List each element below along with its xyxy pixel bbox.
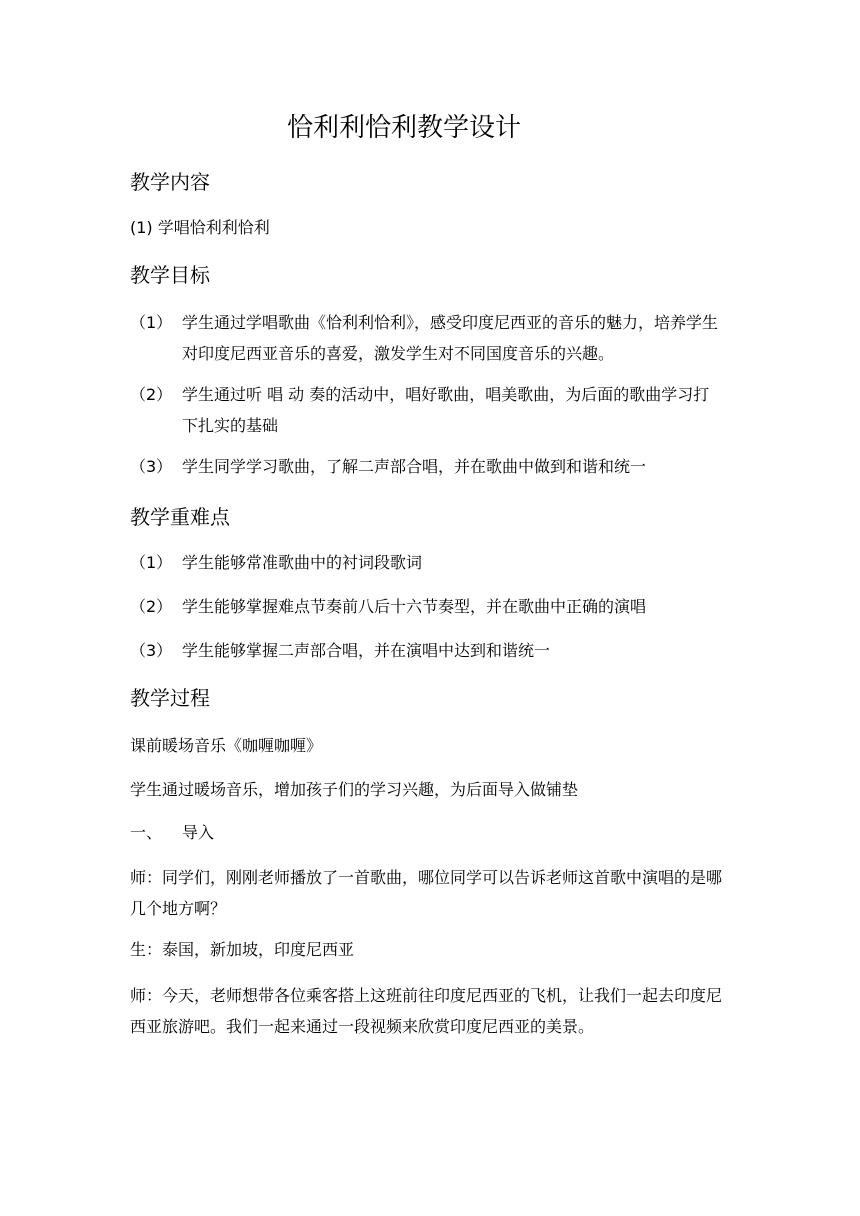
objective-item-3 bbox=[130, 451, 722, 482]
key-point-item-1 bbox=[130, 547, 722, 578]
teacher-line-2: 师：今天，老师想带各位乘客搭上这班前往印度尼西亚的飞机，让我们一起去印度尼西亚旅游吧。我们一起来通过一段视频来欣赏印度尼西亚的美景。 bbox=[130, 986, 723, 1036]
key-point-num: （1） bbox=[130, 553, 173, 572]
objective-item-1 bbox=[130, 307, 722, 369]
student-line-1: 生：泰国，新加坡，印度尼西亚 bbox=[130, 940, 355, 959]
key-point-item-3 bbox=[130, 635, 722, 666]
warmup-line: 课前暖场音乐《咖喱咖喱》 bbox=[130, 736, 323, 755]
warmup-desc: 学生通过暖场音乐，增加孩子们的学习兴趣，为后面导入做铺垫 bbox=[130, 780, 579, 799]
key-point-text: 学生能够掌握难点节奏前八后十六节奏型，并在歌曲中正确的演唱 bbox=[182, 597, 647, 616]
key-point-text: 学生能够常准歌曲中的衬词段歌词 bbox=[182, 553, 423, 572]
key-point-text: 学生能够掌握二声部合唱，并在演唱中达到和谐统一 bbox=[182, 641, 551, 660]
objective-item-2 bbox=[130, 379, 722, 441]
objective-num: （3） bbox=[130, 457, 173, 476]
objective-text: 学生通过学唱歌曲《恰利利恰利》，感受印度尼西亚的音乐的魅力，培养学生对印度尼西亚音乐的喜爱，激发学生对不同国度音乐的兴趣。 bbox=[182, 313, 719, 363]
section-1-title: 导入 bbox=[182, 823, 215, 842]
objective-text: 学生通过听 唱 动 奏的活动中，唱好歌曲，唱美歌曲，为后面的歌曲学习打下扎实的基础 bbox=[182, 385, 710, 435]
heading-objectives: 教学目标 bbox=[130, 263, 210, 287]
heading-content: 教学内容 bbox=[130, 170, 210, 194]
content-line: (1) 学唱恰利利恰利 bbox=[130, 218, 270, 237]
section-1-heading bbox=[130, 822, 214, 844]
section-1-num: 一、 bbox=[130, 823, 163, 842]
document-title: 恰利利恰利教学设计 bbox=[286, 113, 521, 143]
objective-num: （2） bbox=[130, 385, 173, 404]
heading-key-points: 教学重难点 bbox=[130, 505, 230, 529]
heading-process: 教学过程 bbox=[130, 686, 210, 710]
key-point-item-2 bbox=[130, 591, 722, 622]
teacher-line-1: 师：同学们，刚刚老师播放了一首歌曲，哪位同学可以告诉老师这首歌中演唱的是哪几个地方啊？ bbox=[130, 868, 723, 918]
key-point-num: （2） bbox=[130, 597, 173, 616]
objective-text: 学生同学学习歌曲，了解二声部合唱，并在歌曲中做到和谐和统一 bbox=[182, 457, 647, 476]
objective-num: （1） bbox=[130, 313, 173, 332]
key-point-num: （3） bbox=[130, 641, 173, 660]
